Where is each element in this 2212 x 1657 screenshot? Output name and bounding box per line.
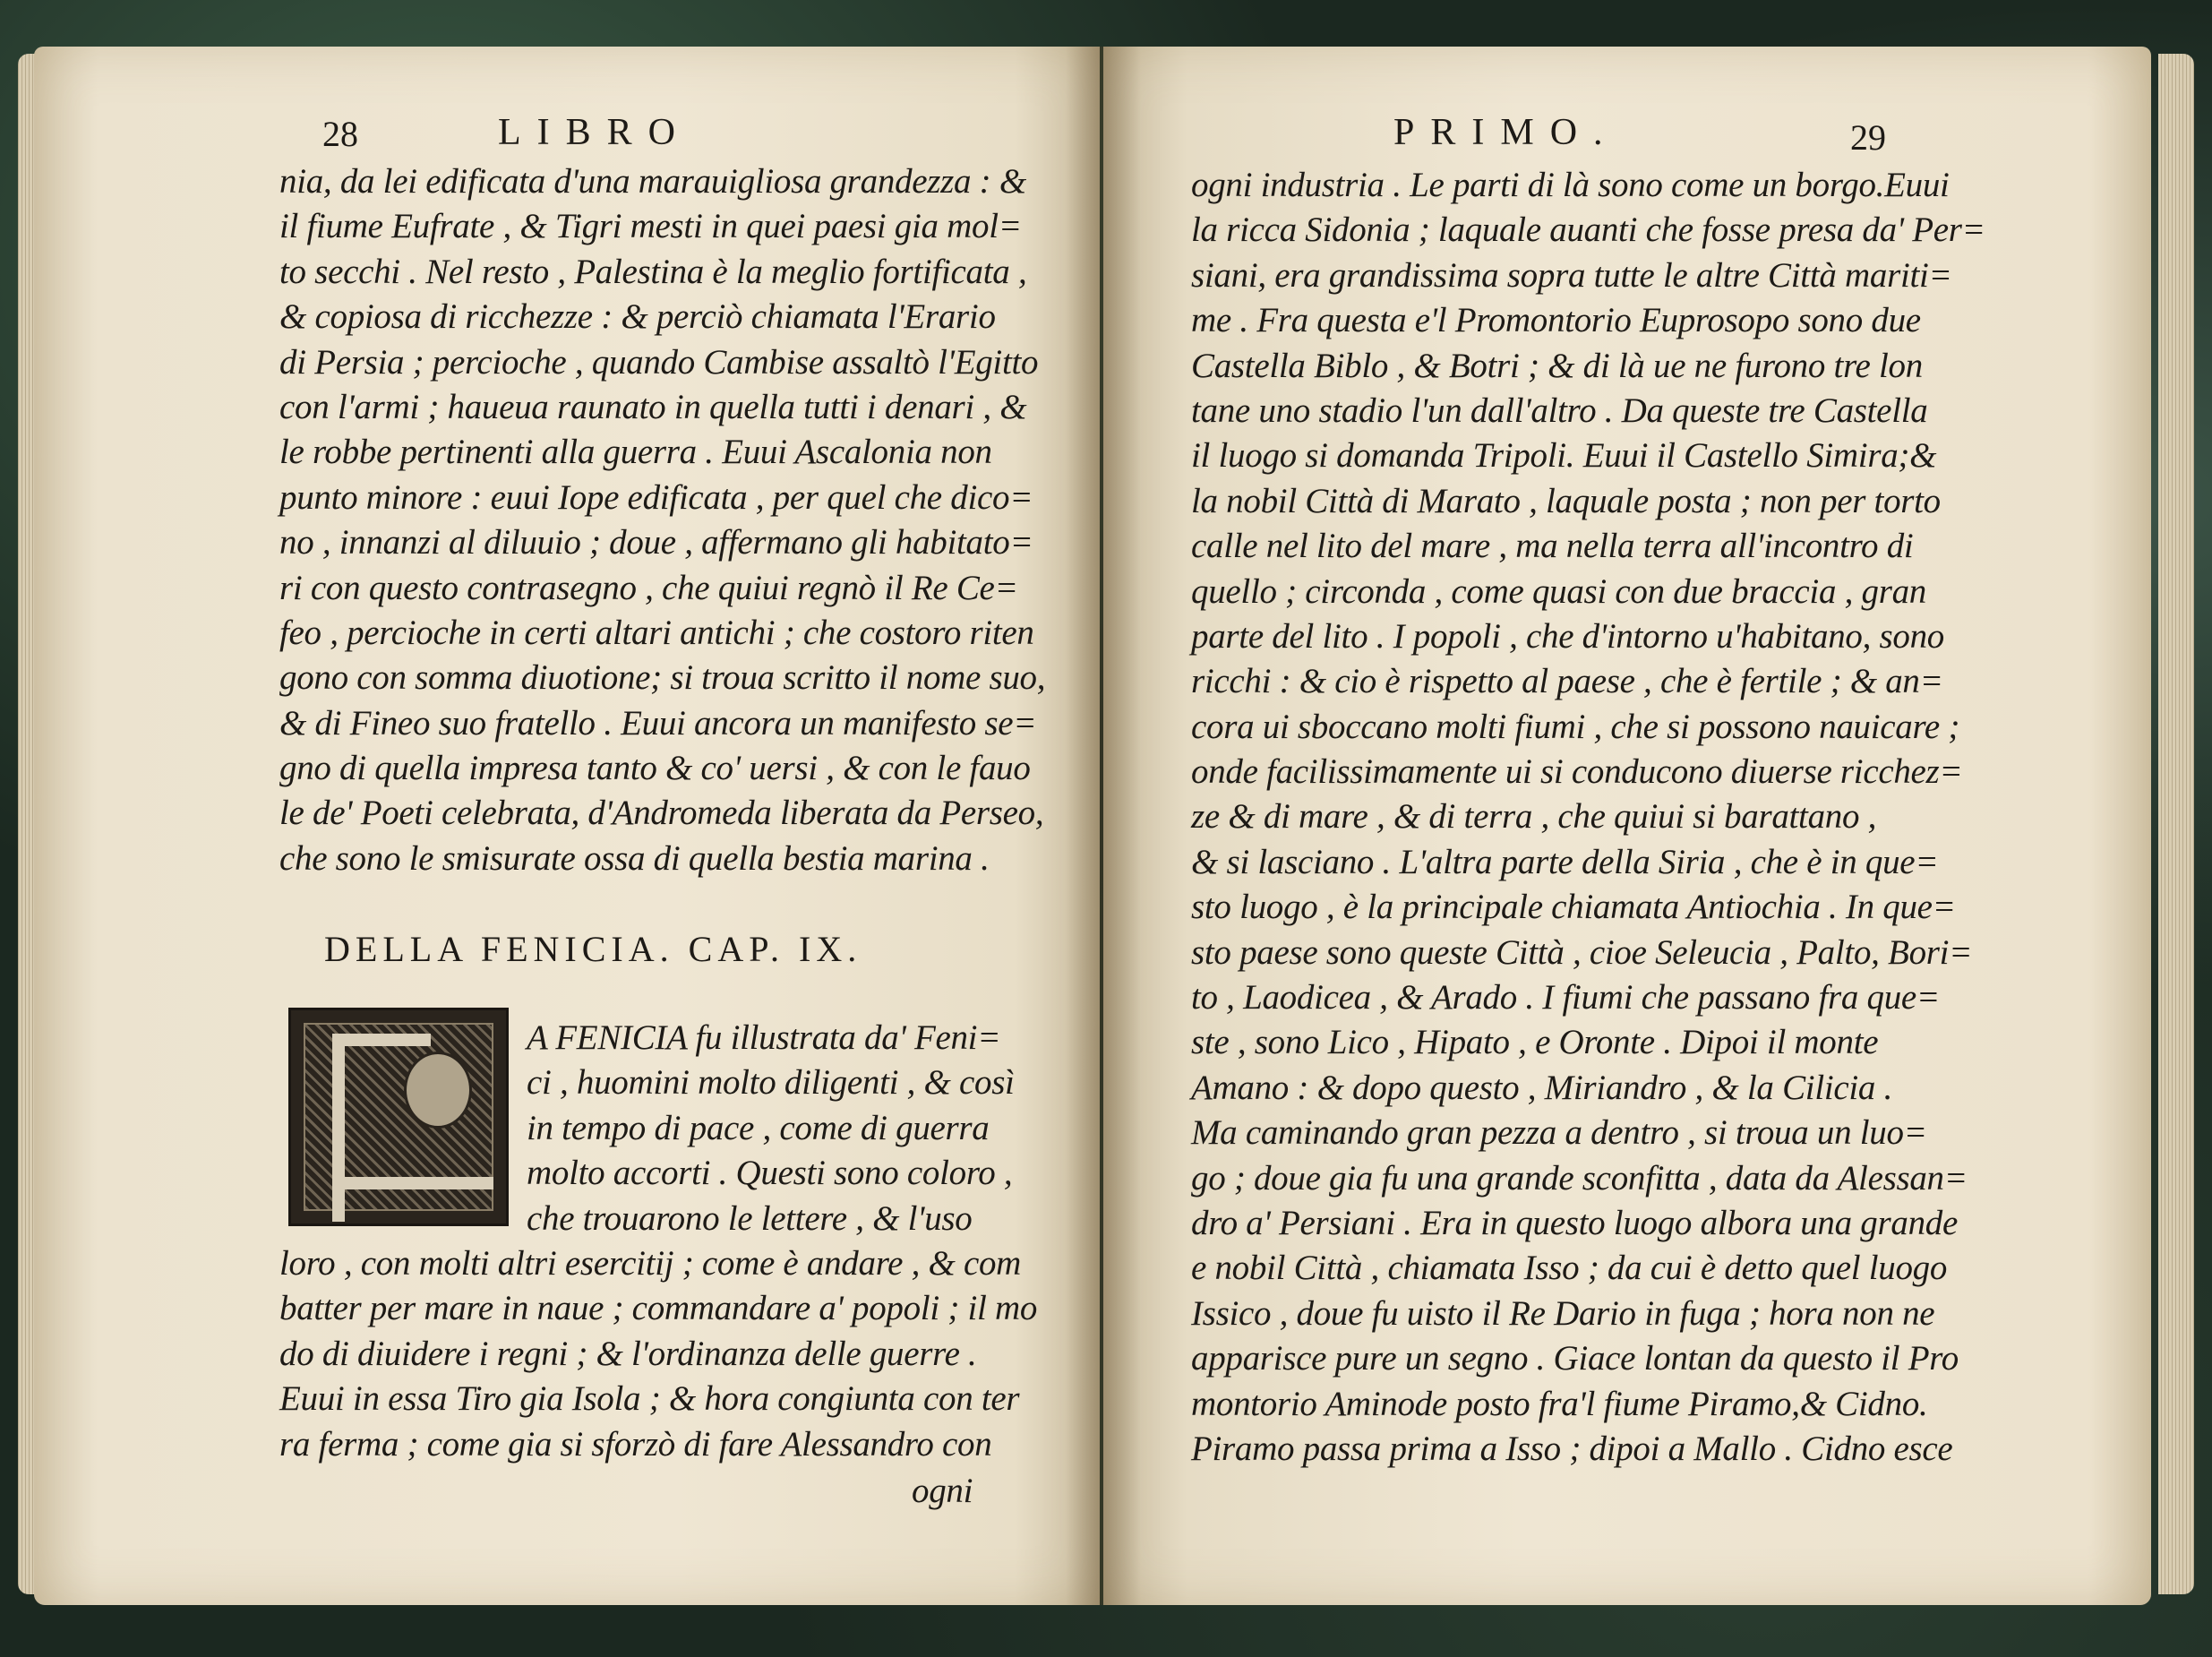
chapter-heading: DELLA FENICIA. CAP. IX. — [324, 929, 862, 969]
right-text-line: parte del lito . I popoli , che d'intorno u'habitano, sono — [1191, 616, 1944, 656]
right-text-line: montorio Aminode posto fra'l fiume Piramo,& Cidno. — [1191, 1384, 1928, 1423]
left-text-line: & di Fineo suo fratello . Euui ancora un manifesto se= — [279, 703, 1037, 743]
right-page-text — [1191, 163, 1985, 1472]
left-text-line: ri con questo contrasegno , che quiui regnò il Re Ce= — [279, 568, 1018, 607]
left-page-text-top — [279, 159, 1045, 881]
right-text-line: Ma caminando gran pezza a dentro , si troua un luo= — [1191, 1113, 1927, 1153]
dropcap-text-line: in tempo di pace , come di guerra — [527, 1108, 990, 1147]
right-text-line: quello ; circonda , come quasi con due braccia , gran — [1191, 571, 1926, 611]
catchword: ogni — [912, 1472, 973, 1510]
right-text-line: e nobil Città , chiamata Isso ; da cui è detto quel luogo — [1191, 1249, 1948, 1288]
left-text-line: che sono le smisurate ossa di quella bestia marina . — [279, 838, 990, 878]
left-text-line: ra ferma ; come gia si sforzò di fare Alessandro con — [279, 1424, 992, 1464]
right-text-line: dro a' Persiani . Era in questo luogo albora una grande — [1191, 1203, 1958, 1242]
right-text-line: & si lasciano . L'altra parte della Siria , che è in que= — [1191, 842, 1939, 881]
right-page-edges — [2158, 54, 2194, 1594]
right-text-line: to , Laodicea , & Arado . I fiumi che passano fra que= — [1191, 978, 1940, 1017]
right-text-line: ricchi : & cio è rispetto al paese , che è fertile ; & an= — [1191, 662, 1943, 701]
right-text-line: la ricca Sidonia ; laquale auanti che fosse presa da' Per= — [1191, 210, 1985, 250]
right-text-line: la nobil Città di Marato , laquale posta ; non per torto — [1191, 481, 1941, 520]
right-text-line: Amano : & dopo questo , Miriandro , & la Cilicia . — [1191, 1068, 1893, 1107]
right-text-line: go ; doue gia fu una grande sconfitta , data da Alessan= — [1191, 1158, 1968, 1198]
right-text-line: Issico , doue fu uisto il Re Dario in fuga ; hora non ne — [1191, 1293, 1935, 1333]
left-text-line: di Persia ; percioche , quando Cambise assaltò l'Egitto — [279, 342, 1039, 382]
left-text-line: punto minore : euui Iope edificata , per quel che dico= — [279, 477, 1033, 517]
right-text-line: il luogo si domanda Tripoli. Euui il Castello Simira;& — [1191, 436, 1937, 476]
left-page-number: 28 — [322, 114, 358, 154]
left-running-head: LIBRO — [498, 112, 691, 153]
right-text-line: Piramo passa prima a Isso ; dipoi a Mallo . Cidno esce — [1191, 1429, 1953, 1468]
right-text-line: ste , sono Lico , Hipato , e Oronte . Dipoi il monte — [1191, 1023, 1879, 1062]
left-text-line: nia, da lei edificata d'una marauigliosa grandezza : & — [279, 162, 1026, 201]
dropcap-text-line: A FENICIA fu illustrata da' Feni= — [527, 1018, 1001, 1057]
left-text-line: loro , con molti altri esercitij ; come è andare , & com — [279, 1244, 1022, 1283]
left-text-line: gono con somma diuotione; si troua scritto il nome suo, — [279, 658, 1046, 698]
left-text-line: to secchi . Nel resto , Palestina è la meglio fortificata , — [279, 252, 1027, 291]
left-text-line: con l'armi ; haueua raunato in quella tutti i denari , & — [279, 387, 1027, 426]
initial-letter-base — [332, 1177, 493, 1189]
dropcap-text-line: ci , huomini molto diligenti , & così — [527, 1063, 1015, 1103]
right-text-line: Castella Biblo , & Botri ; & di là ue ne furono tre lon — [1191, 346, 1923, 385]
left-text-line: feo , percioche in certi altari antichi ; che costoro riten — [279, 613, 1034, 652]
right-text-line: sto paese sono queste Città , cioe Seleucia , Palto, Bori= — [1191, 932, 1973, 972]
dropcap-text-line: che trouarono le lettere , & l'uso — [527, 1198, 973, 1238]
initial-face-ornament — [404, 1052, 472, 1129]
right-text-line: ze & di mare , & di terra , che quiui si barattano , — [1191, 797, 1877, 837]
book-gutter — [1066, 47, 1141, 1605]
right-page-number: 29 — [1850, 117, 1886, 158]
left-text-line: & copiosa di ricchezze : & perciò chiamata l'Erario — [279, 297, 996, 337]
right-text-line: me . Fra questa e'l Promontorio Euprosopo sono due — [1191, 301, 1921, 340]
left-page-text-bottom — [279, 1241, 1037, 1467]
left-text-line: batter per mare in naue ; commandare a' popoli ; il mo — [279, 1289, 1038, 1328]
right-running-head: PRIMO. — [1393, 112, 1619, 153]
right-text-line: cora ui sboccano molti fiumi , che si possono nauicare ; — [1191, 707, 1960, 746]
right-text-line: tane uno stadio l'un dall'altro . Da queste tre Castella — [1191, 391, 1928, 430]
right-text-line: ogni industria . Le parti di là sono come un borgo.Euui — [1191, 166, 1950, 204]
initial-ornament — [304, 1023, 493, 1211]
left-text-line: il fiume Eufrate , & Tigri mesti in quei paesi gia mol= — [279, 207, 1022, 246]
left-text-line: gno di quella impresa tanto & co' uersi , & con le fauo — [279, 749, 1031, 788]
left-text-line: do di diuidere i regni ; & l'ordinanza delle guerre . — [279, 1334, 977, 1373]
left-text-line: le robbe pertinenti alla guerra . Euui Ascalonia non — [279, 433, 992, 472]
left-text-line: no , innanzi al diluuio ; doue , affermano gli habitato= — [279, 523, 1033, 562]
right-text-line: onde facilissimamente ui si conducono diuerse ricchez= — [1191, 752, 1963, 792]
left-page-text-dropcap — [527, 1016, 1015, 1241]
right-text-line: siani, era grandissima sopra tutte le altre Città mariti= — [1191, 255, 1952, 295]
right-text-line: apparisce pure un segno . Giace lontan da questo il Pro — [1191, 1339, 1959, 1378]
right-text-line: sto luogo , è la principale chiamata Antiochia . In que= — [1191, 888, 1956, 927]
left-text-line: Euui in essa Tiro gia Isola ; & hora congiunta con ter — [279, 1379, 1020, 1419]
right-text-line: calle nel lito del mare , ma nella terra all'incontro di — [1191, 527, 1914, 566]
dropcap-text-line: molto accorti . Questi sono coloro , — [527, 1154, 1013, 1193]
decorated-initial-l — [288, 1008, 509, 1226]
left-text-line: le de' Poeti celebrata, d'Andromeda liberata da Perseo, — [279, 794, 1044, 833]
